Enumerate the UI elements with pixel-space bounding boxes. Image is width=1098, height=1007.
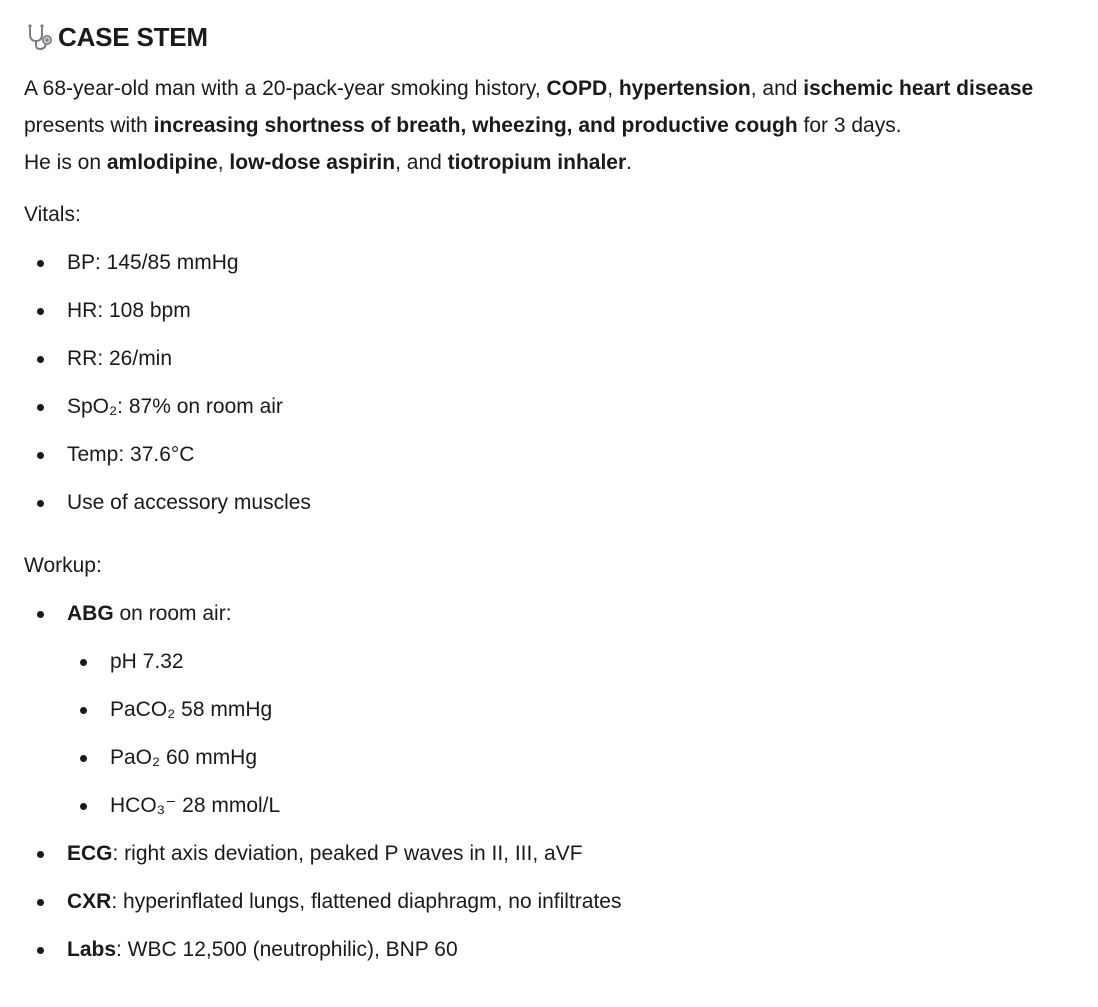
list-item: Temp: 37.6°C [24, 441, 1084, 469]
intro-text: for 3 days. [797, 114, 902, 137]
list-item: PaO₂ 60 mmHg [67, 744, 1084, 772]
list-item-cxr [24, 888, 1084, 916]
list-item: RR: 26/min [24, 345, 1084, 373]
abg-bold: ABG [67, 602, 114, 625]
stethoscope-icon [24, 22, 54, 52]
intro-bold-tiotropium: tiotropium inhaler [447, 151, 627, 174]
list-item-abg [24, 600, 1084, 820]
list-item-ecg [24, 840, 1084, 868]
intro-paragraph [24, 70, 1084, 181]
intro-bold-hypertension: hypertension [618, 77, 751, 100]
vitals-list [24, 249, 1084, 517]
abg-list [67, 648, 1084, 820]
intro-text: . [626, 151, 632, 174]
list-item: SpO₂: 87% on room air [24, 393, 1084, 421]
intro-text: , [607, 77, 619, 100]
labs-text: : WBC 12,500 (neutrophilic), BNP 60 [116, 938, 458, 961]
list-item-labs [24, 936, 1084, 964]
cxr-bold: CXR [67, 890, 112, 913]
case-document [0, 17, 1084, 964]
intro-bold-ihd: ischemic heart disease [803, 77, 1034, 100]
abg-text: on room air: [113, 602, 232, 625]
list-item: pH 7.32 [67, 648, 1084, 676]
intro-bold-symptoms: increasing shortness of breath, wheezing, and productive cough [153, 114, 798, 137]
intro-text: , and [395, 151, 448, 174]
list-item: Use of accessory muscles [24, 489, 1084, 517]
list-item: PaCO₂ 58 mmHg [67, 696, 1084, 724]
case-stem-heading [24, 17, 1084, 57]
list-item: BP: 145/85 mmHg [24, 249, 1084, 277]
vitals-label: Vitals: [24, 203, 81, 226]
intro-text: , [217, 151, 230, 174]
labs-bold: Labs [67, 938, 117, 961]
cxr-text: : hyperinflated lungs, flattened diaphragm, no infiltrates [111, 890, 622, 913]
list-item: HCO₃⁻ 28 mmol/L [67, 792, 1084, 820]
intro-text: presents with [24, 114, 154, 137]
intro-text: He is on [24, 151, 107, 174]
intro-text: , and [750, 77, 804, 100]
ecg-bold: ECG [67, 842, 113, 865]
list-item: HR: 108 bpm [24, 297, 1084, 325]
workup-list [24, 600, 1084, 964]
intro-bold-copd: COPD [546, 77, 608, 100]
intro-text: A 68-year-old man with a 20-pack-year smoking history, [24, 77, 547, 100]
workup-label: Workup: [24, 554, 102, 577]
intro-bold-aspirin: low-dose aspirin [229, 151, 396, 174]
ecg-text: : right axis deviation, peaked P waves in II, III, aVF [112, 842, 583, 865]
heading-title: CASE STEM [58, 21, 208, 52]
intro-bold-amlodipine: amlodipine [106, 151, 218, 174]
